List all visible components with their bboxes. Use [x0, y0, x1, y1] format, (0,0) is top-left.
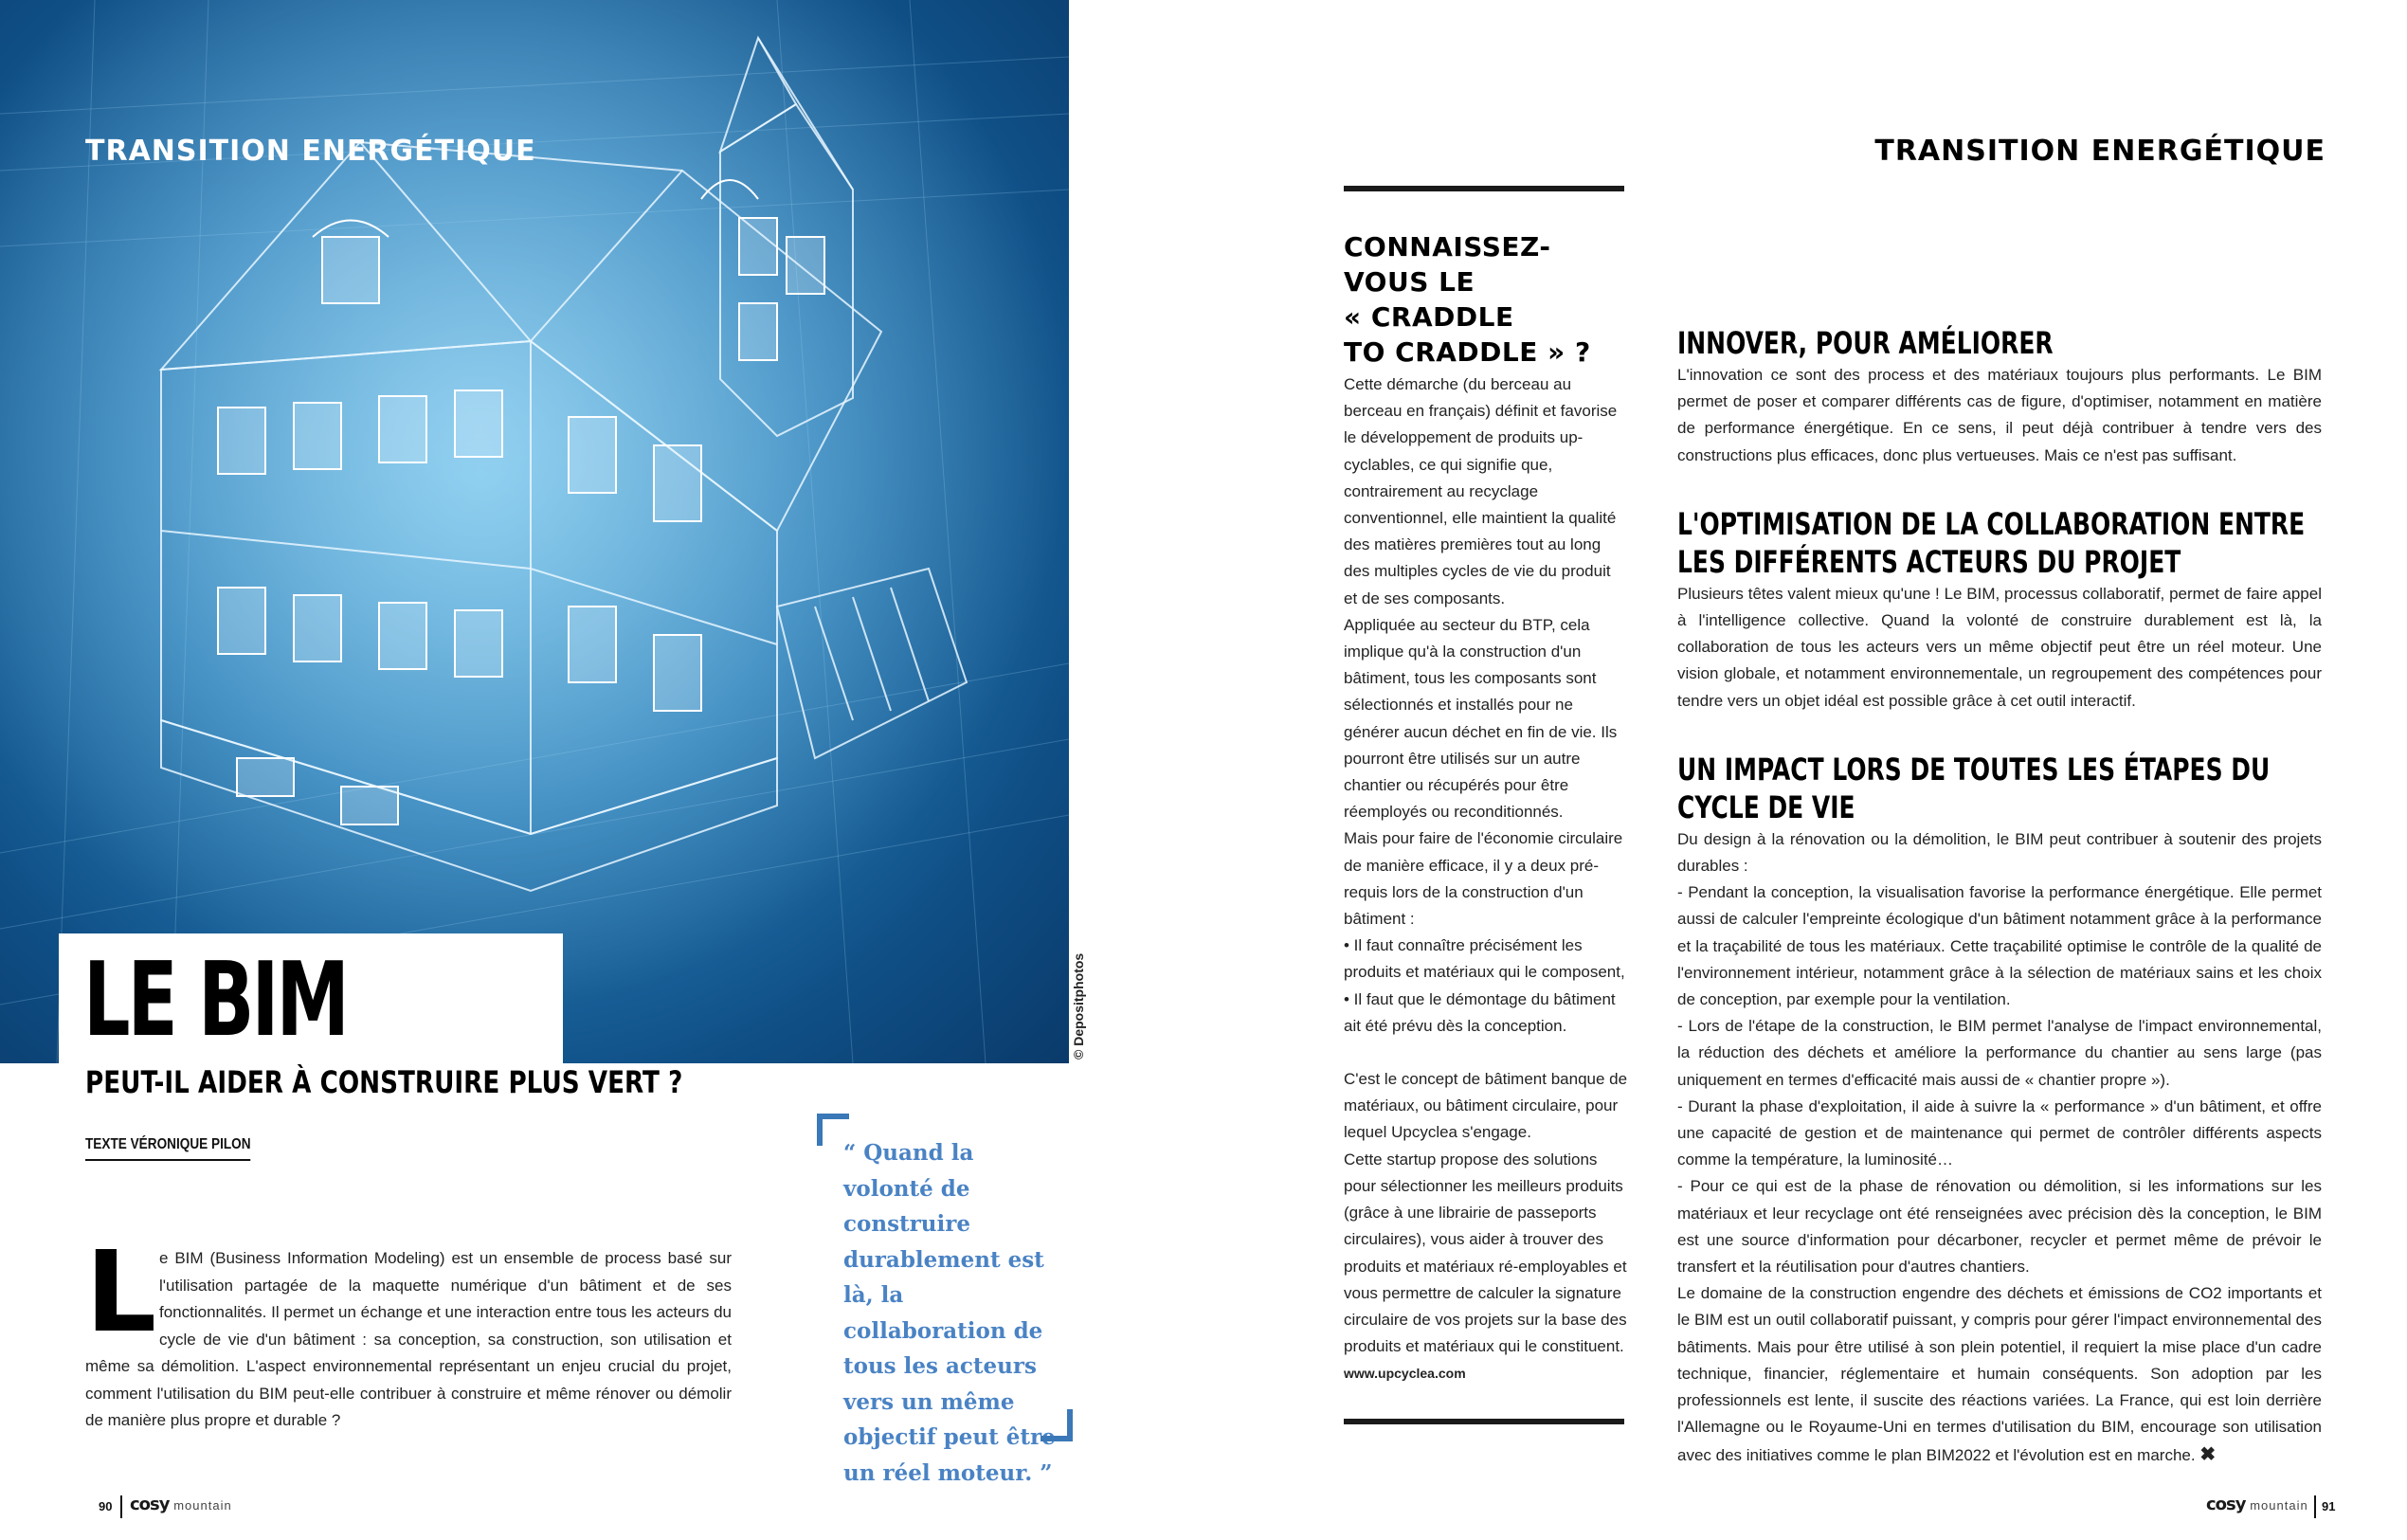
drop-cap: L	[85, 1226, 157, 1357]
section-paragraph: L'innovation ce sont des process et des matériaux toujours plus performants. Le BIM permet de poser et comparer différents cas de figure, d'optimiser, notamment en matière de performance énergétique. En ce sens, il peut déjà contribuer à tendre vers des constructions plus efficaces, donc plus vertueuses. Mais ce n'est pas suffisant.	[1677, 366, 2322, 464]
page-number: 91	[2322, 1499, 2336, 1513]
section-paragraph: - Pendant la conception, la visualisation favorise la performance énergétique. Elle permet aussi de calculer l'empreinte écologique d'un bâtiment notamment grâce à la performance et la traçabilité de tous les matériaux. Cette traçabilité optimise le contrôle de la qualité de l'environnement intérieur, notamment grâce à la sélection de matériaux sains et les choix de conception, par exemple pour la ventilation.	[1677, 883, 2322, 1009]
sidebar-title-line: « CRADDLE	[1344, 301, 1514, 333]
section-paragraph: - Lors de l'étape de la construction, le BIM permet l'analyse de l'impact environnemental, la réduction des déchets et améliore la performance du chantier au sens large (pas uniquement en termes d'efficacité mais aussi de « chantier propre »).	[1677, 1017, 2322, 1089]
section-heading: INNOVER, POUR AMÉLIORER	[1677, 325, 2054, 361]
section-paragraph: Du design à la rénovation ou la démolition, le BIM peut contribuer à soutenir des projets durables :	[1677, 829, 2322, 876]
magazine-brand	[2206, 1495, 2308, 1514]
sidebar-paragraph: C'est le concept de bâtiment banque de matériaux, ou bâtiment circulaire, pour lequel Upcyclea s'engage.	[1344, 1070, 1628, 1142]
section-paragraph	[1677, 1280, 2322, 1468]
sidebar-gap	[1344, 1040, 1628, 1066]
folio-divider	[2314, 1495, 2316, 1518]
page-number: 90	[99, 1499, 113, 1513]
section-body	[1677, 581, 2322, 715]
brand-name: cosy	[130, 1495, 170, 1514]
sidebar-link[interactable]: www.upcyclea.com	[1344, 1366, 1466, 1382]
sidebar-bullet: • Il faut que le démontage du bâtiment ait été prévu dès la conception.	[1344, 989, 1616, 1035]
byline: TEXTE VÉRONIQUE PILON	[85, 1136, 251, 1161]
article-subtitle: PEUT-IL AIDER À CONSTRUIRE PLUS VERT ?	[85, 1064, 683, 1100]
section-paragraph: Plusieurs têtes valent mieux qu'une ! Le BIM, processus collaboratif, permet de faire appel à l'intelligence collective. Quand la volonté de construire durablement est là, la collaboration de tous les acteurs vers un même objectif peut être un réel moteur. Une vision globale, et notamment environnementale, un regroupement des compétences pour tendre vers un objet idéal est possible grâce à cet outil interactif.	[1677, 584, 2322, 710]
sidebar-paragraph: Cette démarche (du berceau au berceau en français) définit et favorise le développement de produits up-cyclables, ce qui signifie que, contrairement au recyclage conventionnel, elle maintient la qualité des matières premières tout au long des multiples cycles de vie du produit et de ses composants.	[1344, 375, 1618, 607]
sidebar-title-line: CONNAISSEZ-	[1344, 231, 1551, 263]
section-kicker: TRANSITION ENERGÉTIQUE	[1874, 135, 2326, 168]
brand-suffix: mountain	[173, 1498, 232, 1513]
end-mark-icon: ✖	[2199, 1443, 2217, 1465]
section-heading: UN IMPACT LORS DE TOUTES LES ÉTAPES DU CYCLE DE VIE	[1677, 751, 2271, 825]
magazine-brand	[130, 1495, 232, 1514]
title-box	[59, 933, 563, 1063]
sidebar-rule-bottom	[1344, 1419, 1624, 1424]
section-kicker: TRANSITION ENERGÉTIQUE	[85, 135, 536, 168]
quote-bracket-bottom-right	[1041, 1409, 1073, 1441]
closing-paragraph: Le domaine de la construction engendre des déchets et émissions de CO2 importants et le BIM est un outil collaboratif puissant, y compris pour gérer l'impact environnemental des bâtiments. Mais pour être utilisé à son plein potentiel, il requiert la mise place d'un cadre technique, financier, réglementaire et humain conséquents. Son adoption par les professionnels est lente, il suscite des réactions variées. La France, qui est loin derrière l'Allemagne ou le Royaume-Uni en termes d'utilisation du BIM, encourage son utilisation avec des initiatives comme le plan BIM2022 et l'évolution est en marche.	[1677, 1284, 2322, 1464]
brand-name: cosy	[2206, 1495, 2246, 1514]
section-gap	[1677, 715, 2322, 751]
main-column	[1677, 324, 2322, 1469]
section-gap	[1677, 469, 2322, 505]
sidebar-title	[1344, 229, 1628, 370]
hero-blueprint-image	[0, 0, 1069, 1063]
folio-divider	[120, 1495, 122, 1518]
intro-paragraph	[85, 1245, 732, 1435]
sidebar-body	[1344, 371, 1628, 1387]
sidebar-paragraph: Appliquée au secteur du BTP, cela implique qu'à la construction d'un bâtiment, tous les composants sont sélectionnés et installés pour ne générer aucun déchet en fin de vie. Ils pourront être utilisés sur un autre chantier ou récupérés pour être réemployés ou reconditionnés.	[1344, 615, 1618, 822]
sidebar-paragraph: Mais pour faire de l'économie circulaire de manière efficace, il y a deux pré-requis lors de la construction d'un bâtiment :	[1344, 829, 1623, 929]
sidebar-rule-top	[1344, 186, 1624, 191]
sidebar-bullet: • Il faut connaître précisément les produits et matériaux qui le composent,	[1344, 936, 1625, 982]
intro-text: e BIM (Business Information Modeling) est un ensemble de process basé sur l'utilisation partagée de la maquette numérique d'un bâtiment et de ses fonctionnalités. Il permet un échange et une interaction entre tous les acteurs du cycle de vie d'un bâtiment : sa conception, sa construction, son utilisation et même sa démolition. L'aspect environnemental représentant un enjeu crucial du projet, comment l'utilisation du BIM peut-elle contribuer à construire et même rénover ou démolir de manière plus propre et durable ?	[85, 1249, 732, 1429]
brand-suffix: mountain	[2250, 1498, 2308, 1513]
dropcap-spacer	[85, 1245, 159, 1353]
sidebar-title-line: VOUS LE	[1344, 266, 1475, 298]
article-title: LE BIM	[83, 941, 348, 1060]
section-heading: L'OPTIMISATION DE LA COLLABORATION ENTRE LES DIFFÉRENTS ACTEURS DU PROJET	[1677, 505, 2306, 580]
sidebar-paragraph: Cette startup propose des solutions pour sélectionner les meilleurs produits (grâce à une librairie de passeports circulaires), vous aider à trouver des produits et matériaux ré-employables et vous permettre de calculer la signature circulaire de vos projets sur la base des produits et matériaux qui le constituent.	[1344, 1150, 1627, 1356]
right-page	[1204, 0, 2407, 1540]
pull-quote: “ Quand la volonté de construire durablement est là, la collaboration de tous les acteurs vers un même objectif peut être un réel moteur. ”	[843, 1140, 1056, 1486]
photo-credit: © Depositphotos	[1071, 952, 1086, 1060]
section-body	[1677, 826, 2322, 1469]
section-paragraph: - Pour ce qui est de la phase de rénovation ou démolition, si les informations sur les matériaux et leur recyclage ont été renseignées avec précision dès la conception, le BIM est une source d'information pour décarboner, recycler et permet même de prévoir le transfert et la réutilisation pour d'autres chantiers.	[1677, 1177, 2322, 1277]
section-paragraph: - Durant la phase d'exploitation, il aide à suivre la « performance » d'un bâtiment, et offre une capacité de gestion et de maintenance qui permet de contrôler différents aspects comme la température, la luminosité…	[1677, 1096, 2322, 1169]
section-body	[1677, 362, 2322, 469]
sidebar-title-line: TO CRADDLE » ?	[1344, 336, 1591, 368]
